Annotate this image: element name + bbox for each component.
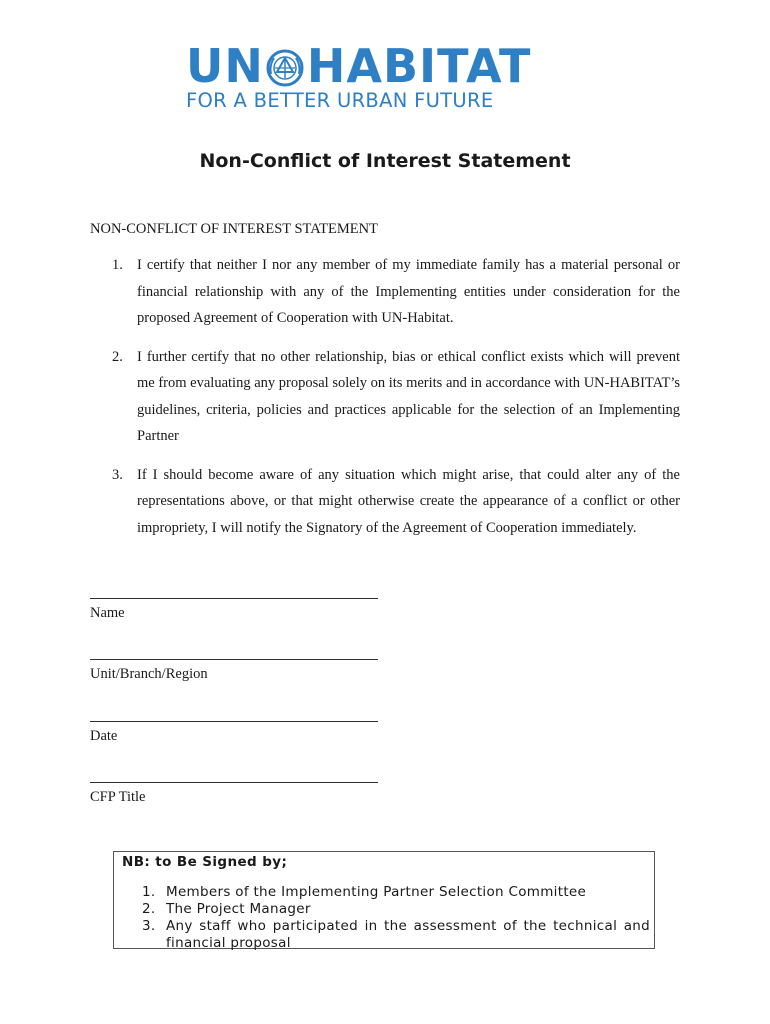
nb-title: NB: to Be Signed by; [122,854,288,870]
nb-item-text: Any staff who participated in the assessment of the technical and financial proposal [166,918,650,951]
page-title: Non-Conflict of Interest Statement [199,150,571,172]
clause-text: If I should become aware of any situation which might arise, that could alter any of the representations above, or that might otherwise create the appearance of a conflict or other impropriety, I will notify the Signatory of the Agreement of Cooperation immediately. [137,466,680,536]
unit-label: Unit/Branch/Region [90,666,208,682]
nb-item-text: Members of the Implementing Partner Selection Committee [166,884,587,900]
date-signature-line[interactable] [90,721,378,722]
logo-tagline: FOR A BETTER URBAN FUTURE [186,89,494,112]
clause-number: 2. [112,348,123,365]
clause-text: I certify that neither I nor any member of my immediate family has a material personal or financial relationship with any of the Implementing entities under consideration for the proposed Agreement of Cooperation with UN-Habitat. [137,257,680,326]
nb-item-number: 1. [142,884,156,900]
clause-number: 1. [112,257,123,273]
nb-item-number: 2. [142,901,156,917]
un-emblem-icon [265,46,305,86]
nb-item-number: 3. [142,918,156,934]
logo-wordmark-habitat: HABITAT [306,39,532,93]
unit-signature-line[interactable] [90,659,378,660]
date-field [90,721,390,745]
name-field [90,598,390,622]
unit-field [90,659,390,683]
clause-list [90,252,680,553]
cfp-label: CFP Title [90,789,146,805]
nb-item [142,884,650,901]
name-signature-line[interactable] [90,598,378,599]
logo-wordmark-un: UN [186,39,264,93]
name-label: Name [90,605,125,621]
clause-item [90,344,680,450]
nb-list [142,884,650,952]
clause-item [90,252,680,332]
date-label: Date [90,728,118,744]
clause-item [90,462,680,542]
cfp-signature-line[interactable] [90,782,378,783]
nb-item-text: The Project Manager [166,901,311,917]
nb-item [142,901,650,918]
nb-box [113,851,655,949]
statement-heading: NON-CONFLICT OF INTEREST STATEMENT [90,221,378,237]
un-habitat-logo [186,40,586,112]
cfp-field [90,782,390,806]
clause-text: I further certify that no other relationship, bias or ethical conflict exists which will prevent me from evaluating any proposal solely on its merits and in accordance with UN-HABITAT’s guidelines, criteria, policies and practices applicable for the selection of an Implementing Partner [137,348,680,444]
logo-wordmark [186,40,586,92]
clause-number: 3. [112,466,123,483]
nb-item [142,918,650,952]
